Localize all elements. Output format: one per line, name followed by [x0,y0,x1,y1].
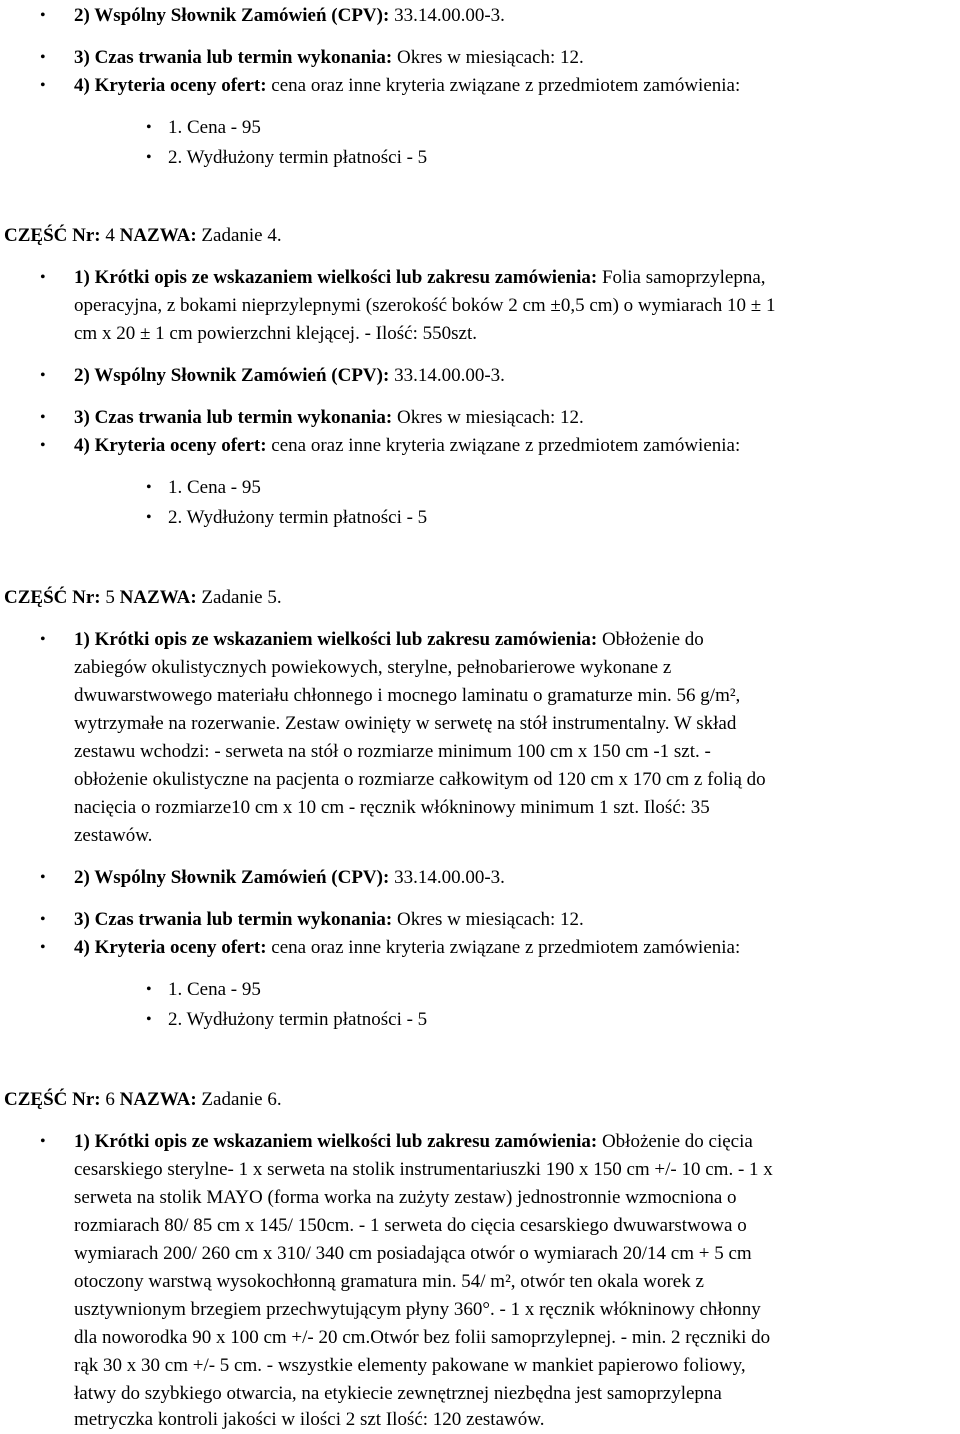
cpv-line: 2) Wspólny Słownik Zamówień (CPV): 33.14.00.00-3. [74,867,505,888]
criteria-line: 4) Kryteria oceny ofert: cena oraz inne kryteria związane z przedmiotem zamówienia: [74,435,741,456]
description-line: operacyjna, z bokami nieprzylepnymi (szerokość boków 2 cm ±0,5 cm) o wymiarach 10 ± 1 [74,295,776,316]
description-line: dwuwarstwowego materiału chłonnego i mocnego laminatu o gramaturze min. 56 g/m², [74,685,741,706]
part-heading: CZĘŚĆ Nr: 4 NAZWA: Zadanie 4. [4,225,282,246]
bullet-icon: • [146,149,152,166]
description-line: 1) Krótki opis ze wskazaniem wielkości lub zakresu zamówienia: Obłożenie do cięcia [74,1131,753,1152]
criteria-line: 4) Kryteria oceny ofert: cena oraz inne kryteria związane z przedmiotem zamówienia: [74,937,741,958]
cpv-line: 2) Wspólny Słownik Zamówień (CPV): 33.14.00.00-3. [74,365,505,386]
bullet-icon: • [40,269,46,286]
bullet-icon: • [40,7,46,24]
description-line: nacięcia o rozmiarze10 cm x 10 cm - ręcznik włókninowy minimum 1 szt. Ilość: 35 [74,797,710,818]
description-line: 1) Krótki opis ze wskazaniem wielkości lub zakresu zamówienia: Folia samoprzylepna, [74,267,766,288]
bullet-icon: • [40,869,46,886]
criteria-line: 4) Kryteria oceny ofert: cena oraz inne kryteria związane z przedmiotem zamówienia: [74,75,741,96]
description-line: otoczony warstwą wysokochłonną gramatura min. 54/ m², otwór ten okala worek z [74,1271,704,1292]
bullet-icon: • [40,437,46,454]
criterion-item: 2. Wydłużony termin płatności - 5 [168,147,428,168]
bullet-icon: • [40,939,46,956]
bullet-icon: • [40,409,46,426]
bullet-icon: • [40,367,46,384]
criterion-item: 1. Cena - 95 [168,117,261,138]
part-heading: CZĘŚĆ Nr: 5 NAZWA: Zadanie 5. [4,587,282,608]
time-line: 3) Czas trwania lub termin wykonania: Okres w miesiącach: 12. [74,407,584,428]
description-line: zabiegów okulistycznych powiekowych, sterylne, pełnobarierowe wykonane z [74,657,672,678]
bullet-icon: • [40,49,46,66]
criterion-item: 1. Cena - 95 [168,477,261,498]
description-line: serweta na stolik MAYO (forma worka na zużyty zestaw) jednostronnie wzmocniona o [74,1187,737,1208]
bullet-icon: • [40,631,46,648]
cpv-line: 2) Wspólny Słownik Zamówień (CPV): 33.14.00.00-3. [74,5,505,26]
description-line: obłożenie okulistyczne na pacjenta o rozmiarze całkowitym od 120 cm x 170 cm z folią do [74,769,766,790]
description-line: cm x 20 ± 1 cm powierzchni klejącej. - Ilość: 550szt. [74,323,477,344]
criterion-item: 2. Wydłużony termin płatności - 5 [168,507,428,528]
criterion-item: 2. Wydłużony termin płatności - 5 [168,1009,428,1030]
description-line: dla noworodka 90 x 100 cm +/- 20 cm.Otwór bez folii samoprzylepnej. - min. 2 ręczniki do [74,1327,771,1348]
part-heading: CZĘŚĆ Nr: 6 NAZWA: Zadanie 6. [4,1089,282,1110]
bullet-icon: • [146,1011,152,1028]
bullet-icon: • [40,911,46,928]
description-line: cesarskiego sterylne- 1 x serweta na stolik instrumentariuszki 190 x 150 cm +/- 10 cm. - 1 x [74,1159,773,1180]
time-line: 3) Czas trwania lub termin wykonania: Okres w miesiącach: 12. [74,47,584,68]
description-line: zestawu wchodzi: - serweta na stół o rozmiarze minimum 100 cm x 150 cm -1 szt. - [74,741,711,762]
description-line: zestawów. [74,825,153,846]
description-line: 1) Krótki opis ze wskazaniem wielkości lub zakresu zamówienia: Obłożenie do [74,629,704,650]
description-line: łatwy do szybkiego otwarcia, na etykiecie zewnętrznej niezbędna jest samoprzylepna [74,1383,722,1404]
description-line: rozmiarach 80/ 85 cm x 145/ 150cm. - 1 serweta do cięcia cesarskiego dwuwarstwowa o [74,1215,747,1236]
criterion-item: 1. Cena - 95 [168,979,261,1000]
bullet-icon: • [146,981,152,998]
description-line: wytrzymałe na rozerwanie. Zestaw owinięty w serwetę na stół instrumentalny. W skład [74,713,737,734]
bullet-icon: • [146,509,152,526]
description-line: rąk 30 x 30 cm +/- 5 cm. - wszystkie elementy pakowane w mankiet papierowo foliowy, [74,1355,746,1376]
bullet-icon: • [40,77,46,94]
time-line: 3) Czas trwania lub termin wykonania: Okres w miesiącach: 12. [74,909,584,930]
description-line: usztywnionym brzegiem przechwytującym płyny 360°. - 1 x ręcznik włókninowy chłonny [74,1299,761,1320]
bullet-icon: • [146,119,152,136]
bullet-icon: • [146,479,152,496]
description-line: metryczka kontroli jakości w ilości 2 szt Ilość: 120 zestawów. [74,1409,545,1430]
bullet-icon: • [40,1133,46,1150]
description-line: wymiarach 200/ 260 cm x 310/ 340 cm posiadająca otwór o wymiarach 20/14 cm + 5 cm [74,1243,752,1264]
